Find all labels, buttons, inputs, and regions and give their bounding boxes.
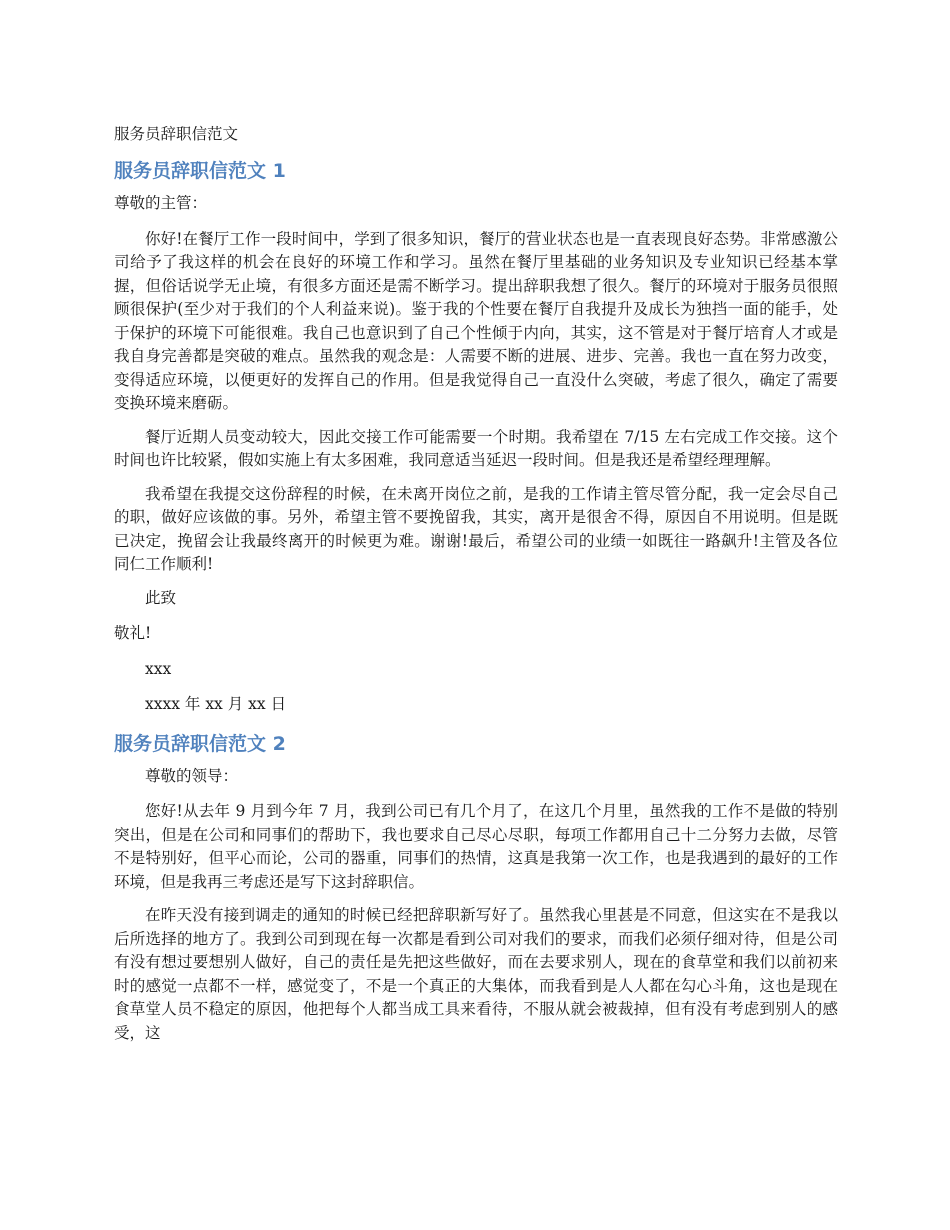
letter-1 [114,156,838,717]
letter-2 [114,729,838,1046]
letter-1-signature: xxx [145,659,172,678]
letter-1-closing: 此致 [145,588,177,607]
document-page [114,122,838,1045]
letter-2-paragraph-1: 您好!从去年 9 月到今年 7 月，我到公司已有几个月了，在这几个月里，虽然我的工作不是做的特别突出，但是在公司和同事们的帮助下，我也要求自己尽心尽职，每项工作都用自己十二分努力去做，尽管不是特别好，但平心而论，公司的器重，同事们的热情，这真是我第一次工作，也是我遇到的最好的工作环境，但是我再三考虑还是写下这封辞职信。 [114,802,838,891]
letter-1-salutation: 尊敬的主管： [114,194,208,212]
letter-2-heading: 服务员辞职信范文 2 [114,732,286,755]
letter-1-regards: 敬礼! [114,624,152,642]
letter-1-paragraph-3: 我希望在我提交这份辞程的时候，在未离开岗位之前，是我的工作请主管尽管分配，我一定会尽自己的职，做好应该做的事。另外，希望主管不要挽留我，其实，离开是很舍不得，原因自不用说明。但是既已决定，挽留会让我最终离开的时候更为难。谢谢!最后，希望公司的业绩一如既往一路飙升!主管及各位同仁工作顺利! [114,484,838,573]
document-title: 服务员辞职信范文 [114,125,239,143]
letter-2-paragraph-2: 在昨天没有接到调走的通知的时候已经把辞职新写好了。虽然我心里甚是不同意，但这实在不是我以后所选择的地方了。我到公司到现在每一次都是看到公司对我们的要求，而我们必须仔细对待，但是公司有没有想过要想别人做好，自己的责任是先把这些做好，而在去要求别人，现在的食草堂和我们以前初来时的感觉一点都不一样，感觉变了，不是一个真正的大集体，而我看到是人人都在勾心斗角，这也是现在食草堂人员不稳定的原因，他把每个人都当成工具来看待，不服从就会被裁掉，但有没有考虑到别人的感受，这 [114,906,838,1042]
letter-1-paragraph-2: 餐厅近期人员变动较大，因此交接工作可能需要一个时期。我希望在 7/15 左右完成工作交接。这个时间也许比较紧，假如实施上有太多困难，我同意适当延迟一段时间。但是我还是希望经理理解。 [114,427,838,469]
letter-1-date: xxxx 年 xx 月 xx 日 [145,695,287,713]
letter-1-heading: 服务员辞职信范文 1 [114,160,286,182]
letter-2-salutation: 尊敬的领导： [145,766,239,785]
letter-1-paragraph-1: 你好!在餐厅工作一段时间中，学到了很多知识，餐厅的营业状态也是一直表现良好态势。非常感激公司给予了我这样的机会在良好的环境工作和学习。虽然在餐厅里基础的业务知识及专业知识已经基本掌握，但俗话说学无止境，有很多方面还是需不断学习。提出辞职我想了很久。餐厅的环境对于服务员很照顾很保护(至少对于我们的个人利益来说)。鉴于我的个性要在餐厅自我提升及成长为独挡一面的能手，处于保护的环境下可能很难。我自己也意识到了自己个性倾于内向，其实，这不管是对于餐厅培育人才或是我自身完善都是突破的难点。虽然我的观念是：人需要不断的进展、进步、完善。我也一直在努力改变，变得适应环境，以便更好的发挥自己的作用。但是我觉得自己一直没什么突破，考虑了很久，确定了需要变换环境来磨砺。 [114,229,838,412]
